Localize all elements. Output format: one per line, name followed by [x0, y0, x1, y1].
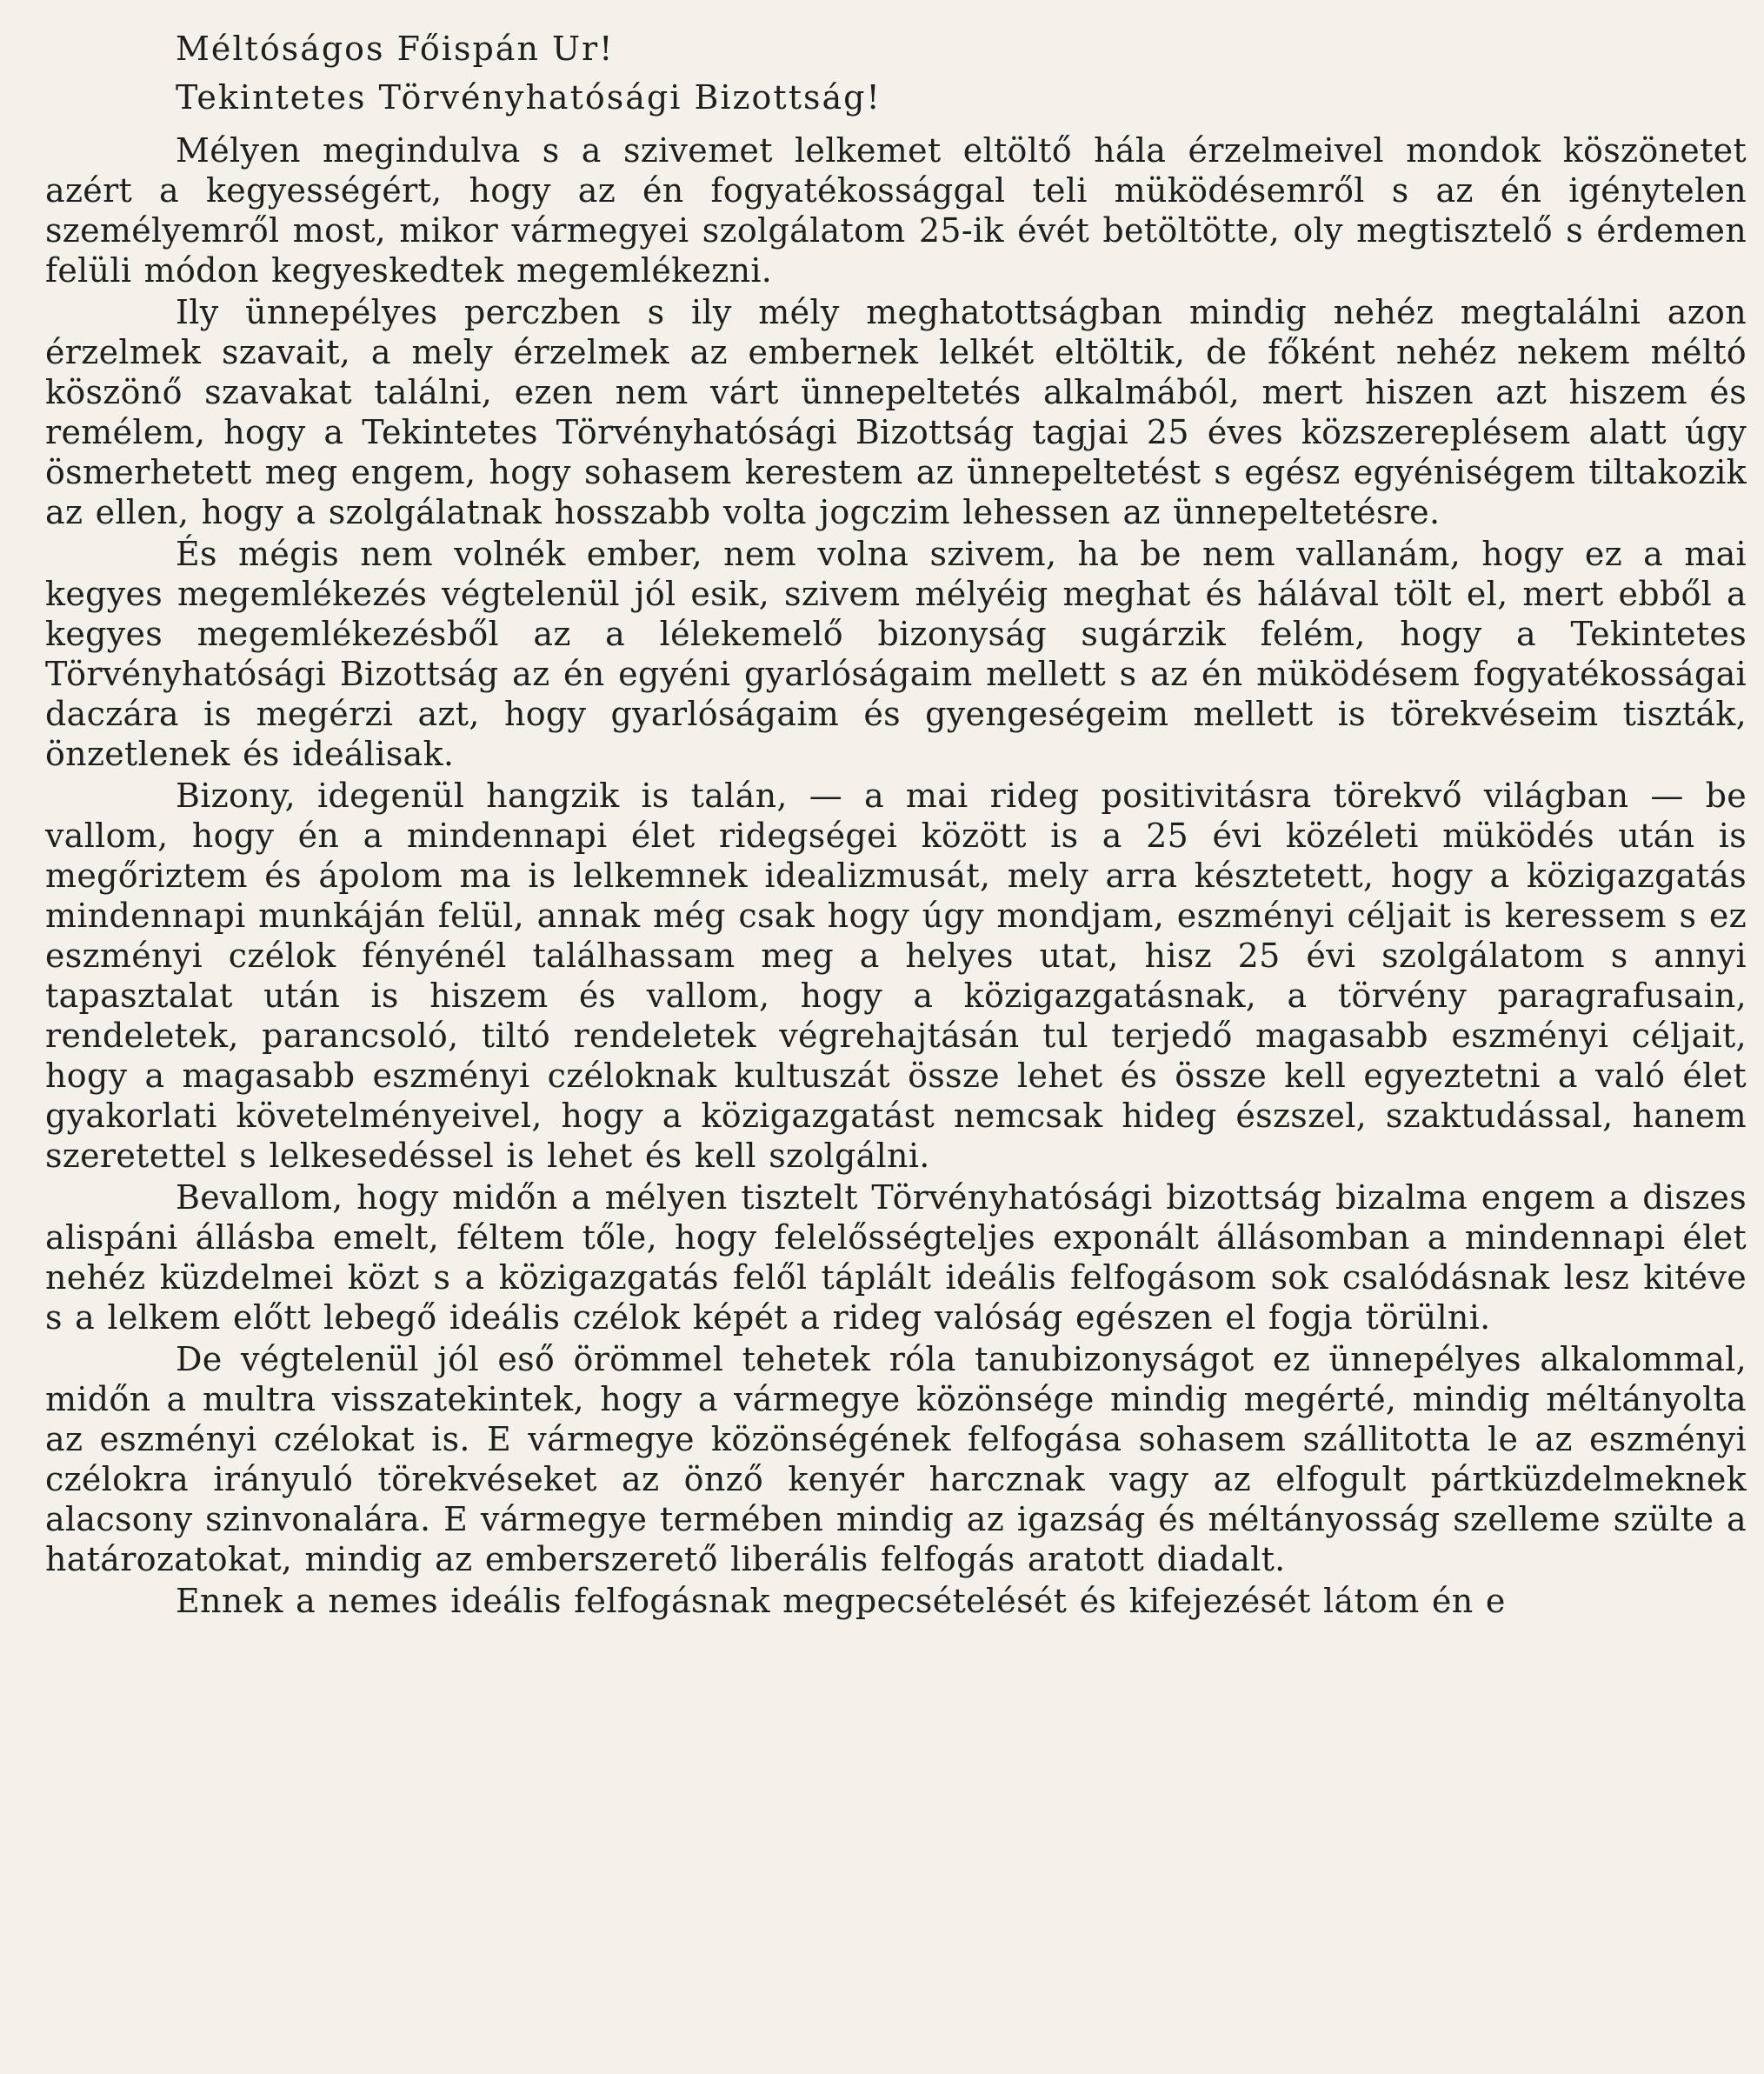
salutation — [176, 24, 1747, 122]
salutation-line-2: Tekintetes Törvényhatósági Bizottság! — [176, 78, 882, 117]
paragraph-4: Bizony, idegenül hangzik is talán, — a mai rideg positivitásra törekvő világban — be vallom, hogy én a mindennapi élet ridegségei között is a 25 évi közéleti müködés után is megőriztem és ápolom ma is lelkemnek idealizmusát, mely arra késztetett, hogy a közigazgatás mindennapi munkáján felül, annak még csak hogy úgy mondjam, eszményi céljait is keressem s ez eszményi czélok fényénél találhassam meg a helyes utat, hisz 25 évi szolgálatom s annyi tapasztalat után is hiszem és vallom, hogy a közigazgatásnak, a törvény paragrafusain, rendeletek, parancsoló, tiltó rendeletek végrehajtásán tul terjedő magasabb eszményi céljait, hogy a magasabb eszményi czéloknak kultuszát össze lehet és össze kell egyeztetni a való élet gyakorlati követelményeivel, hogy a közigazgatást nemcsak hideg észszel, szaktudással, hanem szeretettel s lelkesedéssel is lehet és kell szolgálni. — [45, 777, 1747, 1175]
paragraph-5: Bevallom, hogy midőn a mélyen tisztelt Törvényhatósági bizottság bizalma engem a diszes alispáni állásba emelt, féltem tőle, hogy felelősségteljes exponált állásomban a mindennapi élet nehéz küzdelmei közt s a közigazgatás felől táplált ideális felfogásom sok csalódásnak lesz kitéve s a lelkem előtt lebegő ideális czélok képét a rideg valóság egészen el fogja törülni. — [45, 1178, 1747, 1337]
paragraph-3: És mégis nem volnék ember, nem volna szivem, ha be nem vallanám, hogy ez a mai kegyes megemlékezés végtelenül jól esik, szivem mélyéig meghat és hálával tölt el, mert ebből a kegyes megemlékezésből az a lélekemelő bizonyság sugárzik felém, hogy a Tekintetes Törvényhatósági Bizottság az én egyéni gyarlóságaim mellett s az én müködésem fogyatékosságai daczára is megérzi azt, hogy gyarlóságaim és gyengeségeim mellett is törekvéseim tiszták, önzetlenek és ideálisak. — [45, 535, 1747, 773]
paragraph-6: De végtelenül jól eső örömmel tehetek róla tanubizonyságot ez ünnepélyes alkalommal, midőn a multra visszatekintek, hogy a vármegye közönsége mindig megérté, mindig méltányolta az eszményi czélokat is. E vármegye közönségének felfogása sohasem szállitotta le az eszményi czélokra irányuló törekvéseket az önző kenyér harcznak vagy az elfogult pártküzdelmeknek alacsony szinvonalára. E vármegye termében mindig az igazság és méltányosság szelleme szülte a határozatokat, mindig az emberszerető liberális felfogás aratott diadalt. — [45, 1340, 1747, 1578]
paragraph-2: Ily ünnepélyes perczben s ily mély meghatottságban mindig nehéz megtalálni azon érzelmek szavait, a mely érzelmek az embernek lelkét eltöltik, de főként nehéz nekem méltó köszönő szavakat találni, ezen nem várt ünnepeltetés alkalmából, mert hiszen azt hiszem és remélem, hogy a Tekintetes Törvényhatósági Bizottság tagjai 25 éves közszereplésem alatt úgy ösmerhetett meg engem, hogy sohasem kerestem az ünnepeltetést s egész egyéniségem tiltakozik az ellen, hogy a szolgálatnak hosszabb volta jogczim lehessen az ünnepeltetésre. — [45, 293, 1747, 531]
speech-body — [45, 130, 1747, 1621]
paragraph-7: Ennek a nemes ideális felfogásnak megpecsételését és kifejezését látom én e — [176, 1582, 1506, 1620]
salutation-line-1: Méltóságos Főispán Ur! — [176, 30, 615, 68]
paragraph-1: Mélyen megindulva s a szivemet lelkemet eltöltő hála érzelmeivel mondok köszönetet azért a kegyességért, hogy az én fogyatékossággal teli müködésemről s az én igénytelen személyemről most, mikor vármegyei szolgálatom 25-ik évét betöltötte, oly megtisztelő s érdemen felüli módon kegyeskedtek megemlékezni. — [45, 131, 1747, 290]
